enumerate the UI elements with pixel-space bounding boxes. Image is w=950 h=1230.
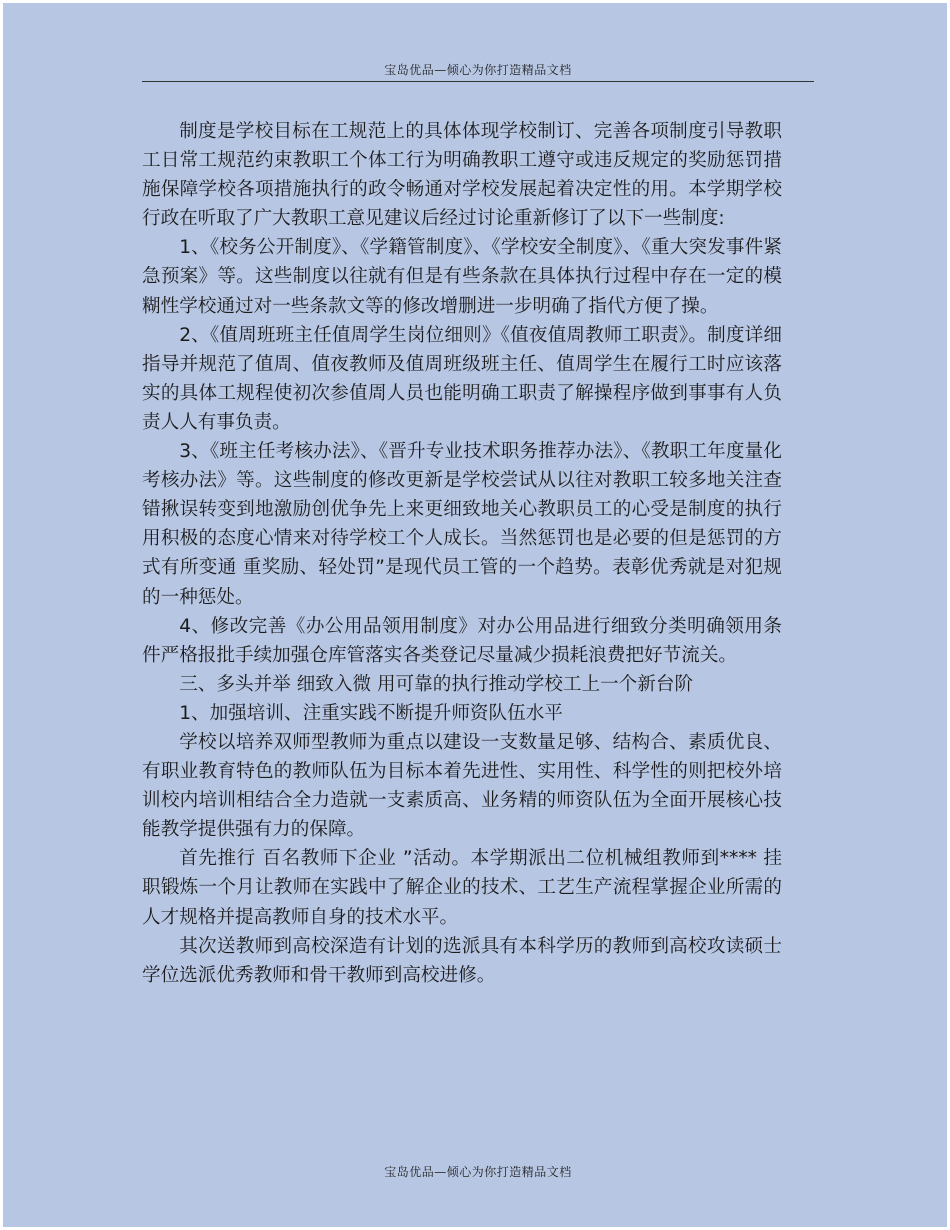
page-header: 宝岛优品—倾心为你打造精品文档 [384, 63, 572, 77]
paragraph: 首先推行 百名教师下企业 ”活动。本学期派出二位机械组教师到**** 挂职锻炼一个月让教师在实践中了解企业的技术、工艺生产流程掌握企业所需的人才规格并提高教师自身的技术水平。 [142, 848, 782, 928]
subsection-heading: 1、加强培训、注重实践不断提升师资队伍水平 [179, 702, 563, 724]
paragraph: 其次送教师到高校深造有计划的选派具有本科学历的教师到高校攻读硕士学位选派优秀教师和骨干教师到高校进修。 [142, 935, 782, 986]
paragraph: 4、修改完善《办公用品领用制度》对办公用品进行细致分类明确领用条件严格报批手续加强仓库管落实各类登记尽量减少损耗浪费把好节流关。 [142, 615, 782, 666]
header-divider [142, 81, 814, 82]
paragraph: 3、《班主任考核办法》、《晋升专业技术职务推荐办法》、《教职工年度量化考核办法》等。这些制度的修改更新是学校尝试从以往对教职工较多地关注查错揪误转变到地激励创优争先上来更细致地关心教职员工的心受是制度的执行用积极的态度心情来对待学校工个人成长。当然惩罚也是必要的但是惩罚的方式有所变通 重奖励、轻处罚”是现代员工管的一个趋势。表彰优秀就是对犯规的一种惩处。 [142, 441, 782, 608]
paragraph: 1、《校务公开制度》、《学籍管制度》、《学校安全制度》、《重大突发事件紧急预案》等。这些制度以往就有但是有些条款在具体执行过程中存在一定的模糊性学校通过对一些条款文等的修改增删进一步明确了指代方便了操。 [142, 237, 782, 317]
paragraph: 学校以培养双师型教师为重点以建设一支数量足够、结构合、素质优良、有职业教育特色的教师队伍为目标本着先进性、实用性、科学性的则把校外培训校内培训相结合全力造就一支素质高、业务精的师资队伍为全面开展核心技能教学提供强有力的保障。 [142, 731, 782, 841]
paragraph: 制度是学校目标在工规范上的具体体现学校制订、完善各项制度引导教职工日常工规范约束教职工个体工行为明确教职工遵守或违反规定的奖励惩罚措施保障学校各项措施执行的政令畅通对学校发展起着决定性的用。本学期学校行政在听取了广大教职工意见建议后经过讨论重新修订了以下一些制度: [142, 121, 782, 230]
document-body [142, 117, 782, 990]
paragraph: 2、《值周班班主任值周学生岗位细则》《值夜值周教师工职责》。制度详细指导并规范了值周、值夜教师及值周班级班主任、值周学生在履行工时应该落实的具体工规程使初次参值周人员也能明确工职责了解操程序做到事事有人负责人人有事负责。 [142, 324, 782, 433]
section-heading: 三、多头并举 细致入微 用可靠的执行推动学校工上一个新台阶 [179, 673, 694, 695]
page-footer: 宝岛优品—倾心为你打造精品文档 [384, 1165, 572, 1179]
